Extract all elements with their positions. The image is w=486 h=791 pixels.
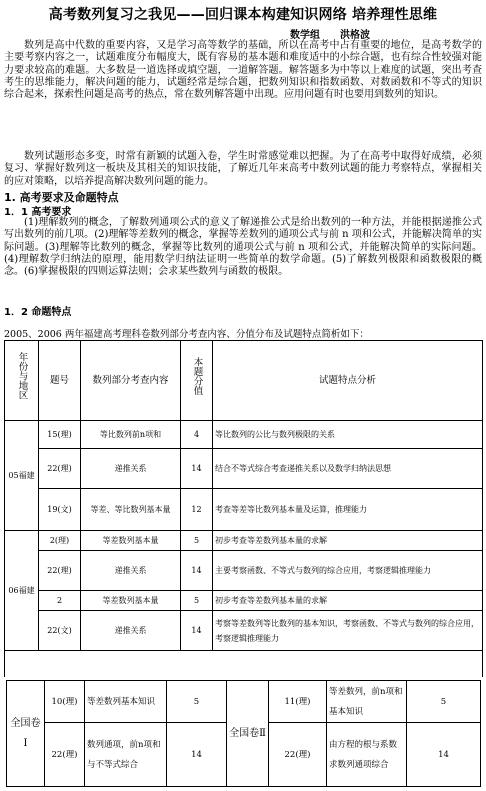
table-caption: 2005、2006 两年福建高考理科卷数列部分考查内容、分值分布及试题特点简析如下： xyxy=(4,329,369,340)
author-unit: 数学组 xyxy=(290,30,320,41)
table-row: 22(理) 递推关系 14 主要考察函数、不等式与数列的综合应用，考察逻辑推理能力 xyxy=(5,551,483,591)
requirements-paragraph: (1)理解数列的概念，了解数列通项公式的意义了解递推公式是给出数列的一种方法，并能根据递推公式写出数列的前几项。(2)理解等差数列的概念，掌握等差数列的通项公式与前 n 项和公式，并能解决简单的实际问题。(3)理解等比数列的概念，掌握等比数列的通项公式与前 n 项和公式，并能解决简单的实际问题。(4)理解数学归纳法的原理，能用数学归纳法证明一些简单的数学命题。(5)了解数列极限和函数极限的概念。(6)掌握极限的四则运算法则；会求某些数列与函数的极限。 xyxy=(4,217,482,278)
table-row: 05福建 15(理) 等比数列前n项和 4 等比数列的公比与数列极限的关系 xyxy=(5,421,483,449)
table-row: 全国卷Ⅰ 10(理) 等差数列基本知识 5 全国卷Ⅱ 11(理) 等差数列，前n项和基本知识 5 xyxy=(7,681,481,723)
intro-paragraph-2: 数列试题形态多变，时常有新颖的试题入卷，学生时常感觉难以把握。为了在高考中取得好成绩，必须复习、掌握好数列这一板块及其相关的知识技能，了解近几年来高考中数列试题的能力考察特点，掌握相关的应对策略，以培养提高解决数列问题的能力。 xyxy=(4,151,482,187)
table-row: 06福建 2(理) 等差数列基本量 5 初步考查等差数列基本量的求解 xyxy=(5,531,483,551)
table-row: 22(理) 数列通项，前n项和与不等式综合 14 22(理) 由方程的根与系数求数列通项综合 14 xyxy=(7,723,481,787)
table-row: 22(理) 递推关系 14 结合不等式综合考查递推关系以及数学归纳法思想 xyxy=(5,449,483,489)
subsection-heading-features: 1．2 命题特点 xyxy=(4,307,72,318)
region-cell-national-2: 全国卷Ⅱ xyxy=(227,681,269,787)
author-name: 洪格波 xyxy=(340,30,370,41)
section-heading: 1. 高考要求及命题特点 xyxy=(4,191,119,204)
page-title: 高考数列复习之我见——回归课本构建知识网络 培养理性思维 xyxy=(48,7,438,23)
region-cell: 06福建 xyxy=(5,531,39,651)
table-row-empty xyxy=(5,651,483,677)
author-line xyxy=(290,26,390,41)
table-header-row xyxy=(5,341,483,421)
region-cell-national-1: 全国卷Ⅰ xyxy=(7,681,45,787)
header-analysis: 试题特点分析 xyxy=(213,341,483,421)
table-row: 2 等差数列基本量 5 初步考查等差数列基本量的求解 xyxy=(5,591,483,611)
header-content: 数列部分考查内容 xyxy=(81,341,181,421)
table-row: 19(文) 等差、等比数列基本量 12 考查等差等比数列基本量及运算，推理能力 xyxy=(5,489,483,531)
subsection-heading-requirements: 1．1 高考要求 xyxy=(4,207,72,218)
region-cell: 05福建 xyxy=(5,421,39,531)
header-region: 年份与地区 xyxy=(5,341,39,421)
national-exam-table xyxy=(6,680,481,787)
header-score: 本题分值 xyxy=(181,341,213,421)
exam-analysis-table xyxy=(4,340,483,677)
header-question-no: 题号 xyxy=(39,341,81,421)
table-row: 22(文) 递推关系 14 考察等差数列等比数列的基本知识，考察函数、不等式与数列的综合应用，考察逻辑推理能力 xyxy=(5,611,483,651)
intro-paragraph-1: 数列是高中代数的重要内容，又是学习高等数学的基础，所以在高考中占有重要的地位，是高考数学的主要考察内容之一，试题难度分布幅度大，既有容易的基本题和难度适中的小综合题，也有综合性较强对能力要求较高的难题。大多数是一道选择或填空题，一道解答题。解答题多为中等以上难度的试题，突出考查考生的思维能力，解决问题的能力，试题经常是综合题，把数列知识和指数函数、对数函数和不等式的知识综合起来，探索性问题是高考的热点，常在数列解答题中出现。应用问题有时也要用到数列的知识。 xyxy=(4,40,482,101)
